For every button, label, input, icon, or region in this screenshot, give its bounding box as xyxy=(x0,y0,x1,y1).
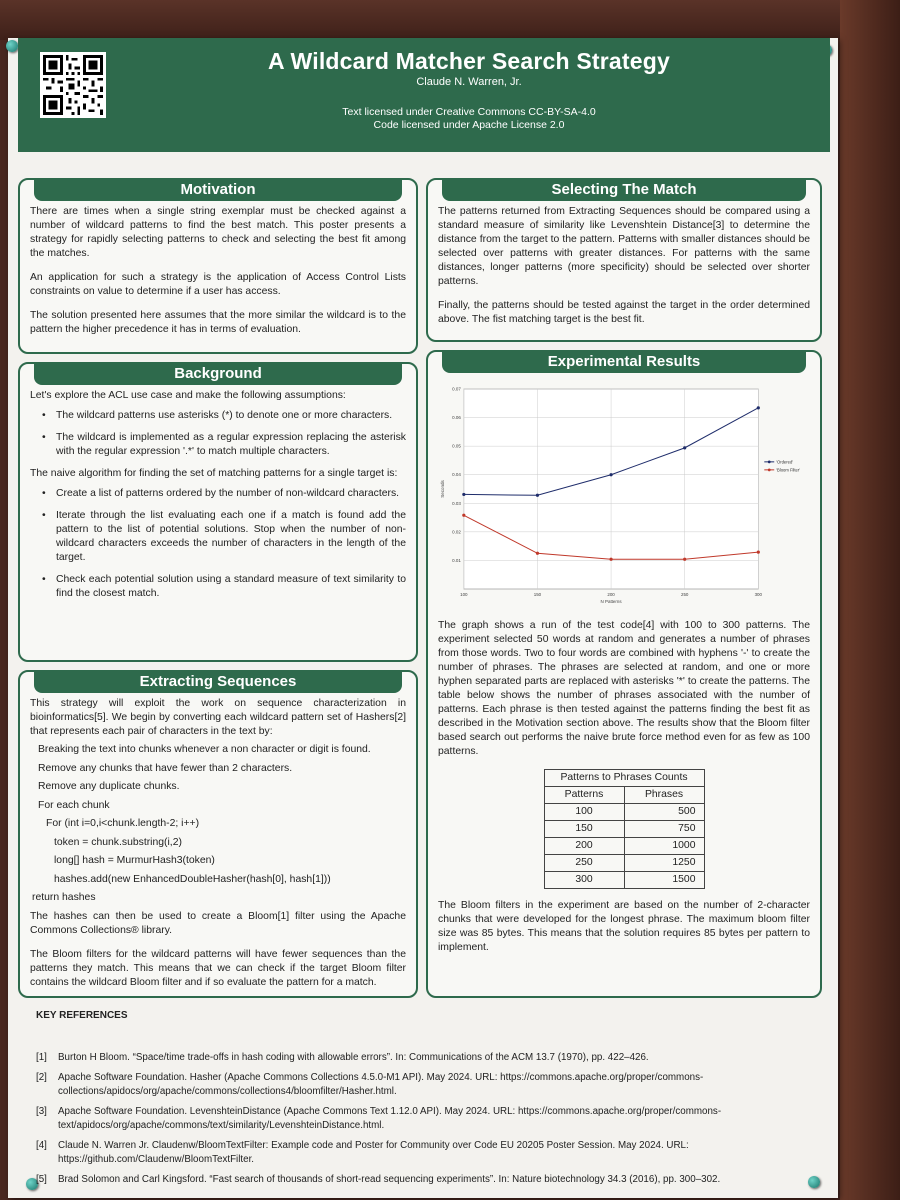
reference-text: Claude N. Warren Jr. Claudenw/BloomTextFilter: Example code and Poster for Community over Code EU 20205 Poster Session. May 2024. URL: https://github.com/Claudenw/BloomTextFilter. xyxy=(58,1140,689,1165)
data-point xyxy=(462,493,465,496)
legend-marker xyxy=(768,460,771,463)
table-row xyxy=(544,804,704,821)
x-tick-label: 250 xyxy=(680,591,689,598)
legend-label: 'Bloom Filter' xyxy=(776,467,801,473)
code-line: hashes.add(new EnhancedDoubleHasher(hash[0], hash[1])) xyxy=(54,873,331,885)
section-title: Extracting Sequences xyxy=(34,671,402,693)
extracting-section xyxy=(18,670,418,998)
paragraph: The hashes can then be used to create a Bloom[1] filter using the Apache Commons Collections® library. xyxy=(30,910,406,936)
poster-header xyxy=(18,38,830,152)
x-axis-label: N Patterns xyxy=(600,598,622,605)
code-line: return hashes xyxy=(32,892,96,903)
code-line: For (int i=0,i<chunk.length-2; i++) xyxy=(46,818,200,829)
table-cell: 1250 xyxy=(624,855,704,872)
paragraph: The naive algorithm for finding the set of matching patterns for a single target is: xyxy=(30,468,398,479)
y-tick-label: 0.05 xyxy=(452,443,461,449)
selecting-section xyxy=(426,178,822,342)
legend-label: 'Ordered' xyxy=(776,459,794,465)
code-line: For each chunk xyxy=(38,799,110,811)
results-chart xyxy=(430,379,818,611)
table-row xyxy=(544,855,704,872)
y-tick-label: 0.07 xyxy=(452,386,461,392)
table-cell: 200 xyxy=(544,838,624,855)
section-title: Motivation xyxy=(34,179,402,201)
table-cell: 500 xyxy=(624,804,704,821)
license-code: Code licensed under Apache License 2.0 xyxy=(373,119,565,131)
y-tick-label: 0.06 xyxy=(452,415,461,421)
reference-text: Burton H Bloom. “Space/time trade-offs in hash coding with allowable errors”. In: Communications of the ACM 13.7 (1970), pp. 422–426. xyxy=(58,1052,649,1063)
y-axis-label: Seconds xyxy=(439,480,445,498)
section-title: Selecting The Match xyxy=(442,179,806,201)
table-cell: 750 xyxy=(624,821,704,838)
paragraph: The solution presented here assumes that the more similar the wildcard is to the pattern the higher precedence it has in terms of evaluation. xyxy=(30,310,406,335)
table-header: Phrases xyxy=(624,787,704,804)
corkboard-frame-top xyxy=(0,0,900,40)
table-cell: 300 xyxy=(544,872,624,889)
reference-item xyxy=(36,1173,816,1187)
poster-title: A Wildcard Matcher Search Strategy xyxy=(268,48,670,74)
code-line: long[] hash = MurmurHash3(token) xyxy=(54,855,215,866)
references-title: KEY REFERENCES xyxy=(36,1010,128,1021)
reference-number: [3] xyxy=(36,1106,47,1117)
reference-number: [2] xyxy=(36,1072,47,1083)
background-section xyxy=(18,362,418,662)
table-caption: Patterns to Phrases Counts xyxy=(544,770,704,787)
x-tick-label: 200 xyxy=(607,591,615,598)
reference-item xyxy=(36,1071,816,1099)
pushpin-icon xyxy=(6,40,18,52)
reference-number: [1] xyxy=(36,1052,47,1063)
code-line: Breaking the text into chunks whenever a non character or digit is found. xyxy=(38,744,371,755)
paragraph: Finally, the patterns should be tested against the target in the order determined above. The fist matching target is the best fit. xyxy=(438,300,810,325)
paragraph: This strategy will exploit the work on sequence characterization in bioinformatics[5]. We begin by converting each wildcard pattern set of Hashers[2] that represents each pair of characters in the text by: xyxy=(30,698,406,737)
license-block xyxy=(118,106,820,132)
code-line: token = chunk.substring(i,2) xyxy=(54,836,182,848)
poster xyxy=(8,38,838,1198)
y-tick-label: 0.02 xyxy=(452,529,461,535)
table-cell: 100 xyxy=(544,804,624,821)
reference-item xyxy=(36,1105,816,1133)
code-line: Remove any duplicate chunks. xyxy=(38,781,180,792)
reference-text: Apache Software Foundation. Hasher (Apache Commons Collections 4.5.0-M1 API). May 2024. URL: https://commons.apache.org/proper/commons-collections/apidocs/org/apache/commons/collections4/bloomfilter/Hasher.html. xyxy=(58,1072,704,1097)
paragraph: There are times when a single string exemplar must be checked against a number of wildcard patterns to find the best match. This poster presents a strategy for rapidly selecting patterns to check and selecting the best fit among the matches. xyxy=(30,206,406,259)
table-header: Patterns xyxy=(544,787,624,804)
paragraph: An application for such a strategy is the application of Access Control Lists constraints on value to determine if a user has access. xyxy=(30,272,406,297)
paragraph: Let's explore the ACL use case and make the following assumptions: xyxy=(30,390,346,401)
poster-author: Claude N. Warren, Jr. xyxy=(416,76,522,88)
pseudocode xyxy=(30,743,406,905)
results-section xyxy=(426,350,822,998)
reference-number: [4] xyxy=(36,1140,47,1151)
data-point xyxy=(462,514,465,517)
reference-number: [5] xyxy=(36,1174,47,1185)
section-title: Background xyxy=(34,363,402,385)
reference-text: Apache Software Foundation. LevenshteinDistance (Apache Commons Text 1.12.0 API). May 2024. URL: https://commons.apache.org/proper/commons-text/apidocs/org/apache/commons/text/similarity/LevenshteinDistance.html. xyxy=(58,1106,722,1131)
line-chart xyxy=(430,379,818,611)
table-cell: 1500 xyxy=(624,872,704,889)
table-row xyxy=(544,838,704,855)
y-tick-label: 0.01 xyxy=(452,557,461,563)
motivation-section xyxy=(18,178,418,354)
y-tick-label: 0.04 xyxy=(452,472,461,478)
data-point xyxy=(536,552,539,555)
data-point xyxy=(683,446,686,449)
list-item: • The wildcard is implemented as a regular expression replacing the asterisk with the regular expression '.*' to match multiple characters. xyxy=(30,431,406,459)
paragraph: The graph shows a run of the test code[4] with 100 to 300 patterns. The experiment selected 50 words at random and generates a number of phrases from those words. Two to four words are combined with hyphens '-' to create the number of phrases. The phrases are selected at random, and one or more hyphen separated parts are replaced with asterisks '*' to create the patterns. The table below shows the number of phrases associated with the number of patterns. Each phrase is then tested against the patterns finding the best fit as described in the Motivation section above. The results show that the Bloom filter based search out performs the naive brute force method even for as few as 100 patterns. xyxy=(438,620,810,757)
table-row xyxy=(544,821,704,838)
paragraph: The Bloom filters for the wildcard patterns will have fewer sequences than the patterns they match. This means that we can check if the target Bloom filter contains the wildcard Bloom filter and if so evaluate the pattern for a match. xyxy=(30,948,406,988)
paragraph: The Bloom filters in the experiment are based on the number of 2-character chunks that were developed for the longest phrase. The maximum bloom filter size was 85 bytes. This means that the solution requires 85 bytes per pattern to implement. xyxy=(438,900,810,953)
list-item: • The wildcard patterns use asterisks (*) to denote one or more characters. xyxy=(30,409,406,423)
references xyxy=(36,1010,816,1193)
data-point xyxy=(683,558,686,561)
reference-text: Brad Solomon and Carl Kingsford. “Fast search of thousands of short-read sequencing experiments”. In: Nature biotechnology 34.3 (2016), pp. 300–302. xyxy=(58,1174,721,1185)
data-point xyxy=(757,406,760,409)
reference-item xyxy=(36,1051,816,1065)
list-item: • Create a list of patterns ordered by the number of non-wildcard characters. xyxy=(30,487,406,501)
x-tick-label: 100 xyxy=(460,591,468,598)
qr-code-icon xyxy=(40,52,106,118)
list-item: • Iterate through the list evaluating each one if a match is found add the pattern to the list of potential solutions. Stop when the number of non-wildcard characters exceeds the number of characters in the length of the target. xyxy=(30,509,406,565)
paragraph: The patterns returned from Extracting Sequences should be compared using a standard measure of similarity like Levenshtein Distance[3] to determine the distance from the target to the pattern. Patterns with smaller distances should be selected over patterns with greater distances. For patterns with the same distances, longer patterns (more specificity) should be selected over shorter patterns. xyxy=(438,206,810,287)
patterns-table xyxy=(544,769,705,889)
table-cell: 250 xyxy=(544,855,624,872)
data-point xyxy=(609,473,612,476)
section-title: Experimental Results xyxy=(442,351,806,373)
x-tick-label: 150 xyxy=(533,591,542,598)
y-tick-label: 0.03 xyxy=(452,500,461,506)
algorithm-list xyxy=(30,487,406,601)
reference-item xyxy=(36,1139,816,1167)
x-tick-label: 300 xyxy=(754,591,763,598)
code-line: Remove any chunks that have fewer than 2 characters. xyxy=(38,762,293,774)
table-cell: 1000 xyxy=(624,838,704,855)
legend-marker xyxy=(768,468,771,471)
data-point xyxy=(609,558,612,561)
list-item: • Check each potential solution using a standard measure of text similarity to find the closest match. xyxy=(30,573,406,601)
data-point xyxy=(536,494,539,497)
table-cell: 150 xyxy=(544,821,624,838)
data-point xyxy=(757,551,760,554)
assumption-list xyxy=(30,409,406,459)
license-text: Text licensed under Creative Commons CC-BY-SA-4.0 xyxy=(342,106,596,118)
table-row xyxy=(544,872,704,889)
corkboard-frame-right xyxy=(840,0,900,1200)
